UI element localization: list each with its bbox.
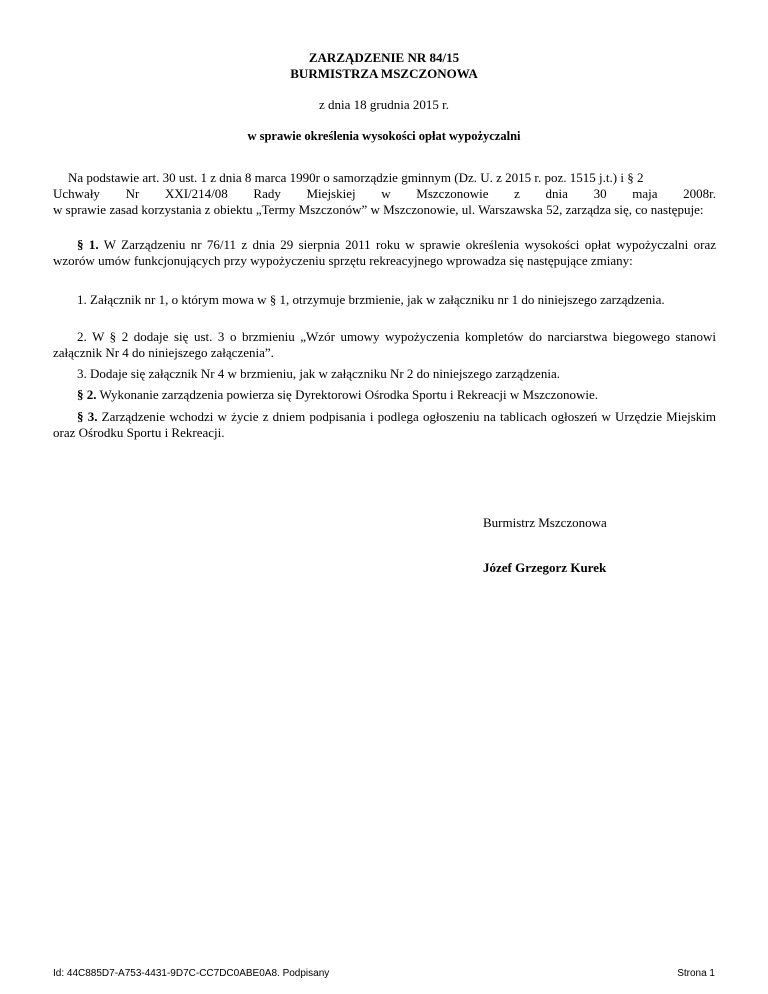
paragraph-2-text: Wykonanie zarządzenia powierza się Dyrektorowi Ośrodka Sportu i Rekreacji w Mszczonowie.: [96, 387, 598, 402]
paragraph-1: [53, 237, 716, 269]
list-item: [53, 292, 716, 308]
paragraph-2: [53, 387, 716, 403]
list-item-1-text: 1. Załącznik nr 1, o którym mowa w § 1, otrzymuje brzmienie, jak w załączniku nr 1 do niniejszego zarządzenia.: [77, 292, 665, 307]
document-subject: w sprawie określenia wysokości opłat wypożyczalni: [247, 129, 521, 143]
document-title-line-1: ZARZĄDZENIE NR 84/15: [308, 50, 460, 65]
preamble-line-1: Na podstawie art. 30 ust. 1 z dnia 8 marca 1990r o samorządzie gminnym (Dz. U. z 2015 r. poz. 1515 j.t.) i § 2: [68, 170, 644, 185]
paragraph-1-label: § 1.: [77, 237, 99, 252]
document-title-line-2: BURMISTRZA MSZCZONOWA: [290, 66, 478, 81]
signature-name: Józef Grzegorz Kurek: [483, 560, 607, 575]
paragraph-3-text: Zarządzenie wchodzi w życie z dniem podpisania i podlega ogłoszeniu na tablicach ogłoszeń w Urzędzie Miejskim oraz Ośrodku Sportu i Rekreacji.: [53, 409, 716, 440]
preamble-line-2: Uchwały Nr XXI/214/08 Rady Miejskiej w Mszczonowie z dnia 30 maja 2008r.: [53, 186, 716, 201]
paragraph-1-text: W Zarządzeniu nr 76/11 z dnia 29 sierpnia 2011 roku w sprawie określenia wysokości opłat wypożyczalni oraz wzorów umów funkcjonujących przy wypożyczeniu sprzętu rekreacyjnego wprowadza się następujące zmiany:: [53, 237, 716, 268]
preamble-rest: w sprawie zasad korzystania z obiektu „Termy Mszczonów” w Mszczonowie, ul. Warszawska 52, zarządza się, co następuje:: [53, 202, 704, 217]
paragraph-3: [53, 409, 716, 441]
footer-page-number: Strona 1: [677, 968, 715, 979]
footer-document-id: Id: 44C885D7-A753-4431-9D7C-CC7DC0ABE0A8. Podpisany: [53, 968, 330, 979]
list-item: [53, 366, 716, 382]
paragraph-2-label: § 2.: [77, 387, 97, 402]
paragraph-3-label: § 3.: [77, 409, 98, 424]
list-item: [53, 329, 716, 361]
list-item-2-text: 2. W § 2 dodaje się ust. 3 o brzmieniu „Wzór umowy wypożyczenia kompletów do narciarstwa biegowego stanowi załącznik Nr 4 do niniejszego załączenia”.: [53, 329, 716, 360]
signature-role: Burmistrz Mszczonowa: [483, 515, 607, 530]
preamble: [53, 170, 716, 218]
document-date: z dnia 18 grudnia 2015 r.: [319, 97, 449, 112]
list-item-3-text: 3. Dodaje się załącznik Nr 4 w brzmieniu, jak w załączniku Nr 2 do niniejszego zarządzenia.: [77, 366, 560, 381]
